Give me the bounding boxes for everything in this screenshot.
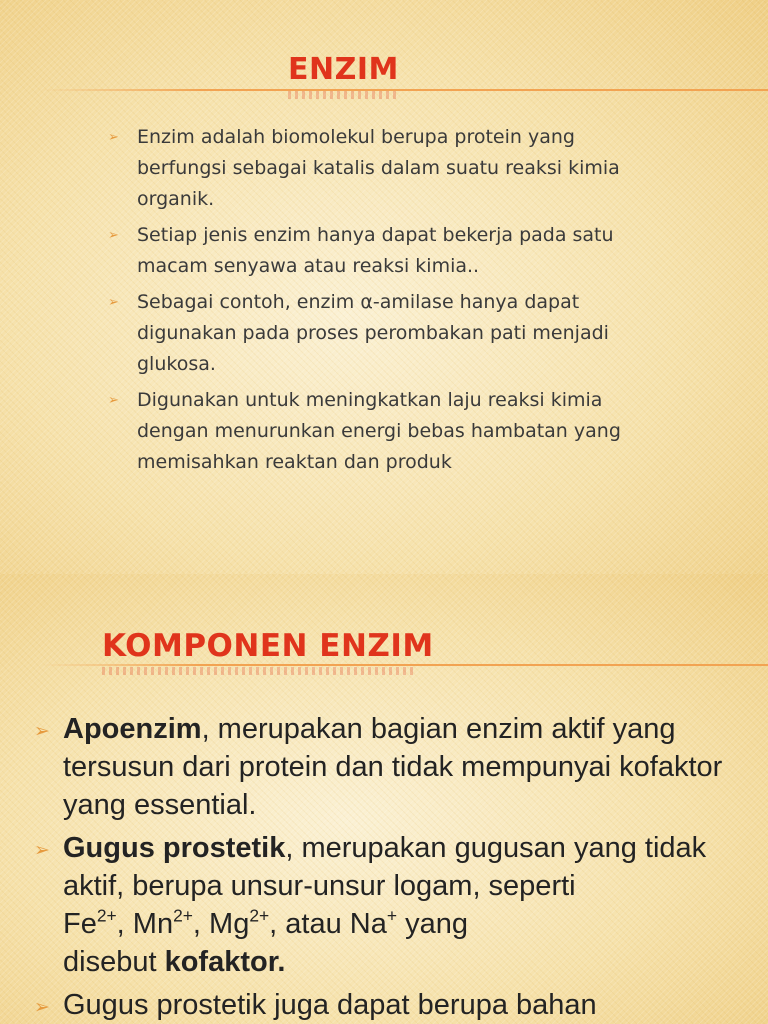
bullet-text: Sebagai contoh, enzim α-amilase hanya dapat digunakan pada proses perombakan pati menjadi glukosa. <box>137 291 609 375</box>
term-apoenzim: Apoenzim <box>63 713 202 745</box>
title-underline <box>40 89 768 91</box>
ion-na-charge: + <box>386 905 398 926</box>
ion-mn: Mn <box>132 908 174 940</box>
bullet-text: Digunakan untuk meningkatkan laju reaksi kimia dengan menurunkan energi bebas hambatan yang memisahkan reaktan dan produk <box>137 389 621 473</box>
slide-title: ENZIM <box>288 52 399 87</box>
slide-title: KOMPONEN ENZIM <box>102 628 434 664</box>
ion-mg: Mg <box>209 908 250 940</box>
arrow-bullet-icon: ➢ <box>108 295 119 310</box>
list-item <box>108 287 668 380</box>
list-item <box>108 385 668 478</box>
bullet-list <box>108 122 668 483</box>
title-reflection <box>102 667 414 675</box>
called-text: disebut <box>63 946 165 978</box>
bullet-text: , merupakan gugusan yang tidak aktif, berupa unsur-unsur logam, seperti <box>63 832 707 902</box>
bullet-text: , merupakan bagian enzim aktif yang tersusun dari protein dan tidak mempunyai kofaktor yang essential. <box>63 713 723 821</box>
list-item: ➢ Gugus prostetik, merupakan gugusan yang tidak aktif, berupa unsur-unsur logam, seperti $Fe^{2+}$, $Mn^{2+}$, $Mg^{2+}$, atau Na+ yang disebut kofaktor. <box>34 832 707 978</box>
or-text: , atau <box>269 908 350 940</box>
bullet-text: Enzim adalah biomolekul berupa protein yang berfungsi sebagai katalis dalam suatu reaksi kimia organik. <box>137 126 620 210</box>
yang-text: yang <box>397 908 468 940</box>
arrow-bullet-icon: ➢ <box>108 130 119 145</box>
slide-komponen-enzim <box>0 574 768 1024</box>
arrow-bullet-icon: ➢ <box>34 839 50 861</box>
term-kofaktor: kofaktor. <box>164 946 286 978</box>
list-item <box>34 986 754 1024</box>
list-item <box>108 122 668 215</box>
ion-mg-charge: 2+ <box>249 905 270 926</box>
bullet-text: Gugus prostetik juga dapat berupa bahan <box>63 989 597 1021</box>
list-item <box>108 220 668 282</box>
title-underline <box>40 664 768 666</box>
arrow-bullet-icon: ➢ <box>108 228 119 243</box>
term-gugus-prostetik: Gugus prostetik <box>63 832 286 864</box>
title-reflection <box>288 91 398 99</box>
ion-mn-charge: 2+ <box>173 905 193 926</box>
arrow-bullet-icon: ➢ <box>108 393 119 408</box>
ion-fe-charge: 2+ <box>96 905 117 926</box>
list-item <box>34 710 754 824</box>
ion-na: Na <box>349 908 387 940</box>
ion-fe: Fe <box>63 908 97 940</box>
arrow-bullet-icon: ➢ <box>34 720 50 742</box>
arrow-bullet-icon: ➢ <box>34 996 50 1018</box>
bullet-text: Setiap jenis enzim hanya dapat bekerja pada satu macam senyawa atau reaksi kimia.. <box>137 224 614 277</box>
bullet-list <box>34 710 754 1024</box>
